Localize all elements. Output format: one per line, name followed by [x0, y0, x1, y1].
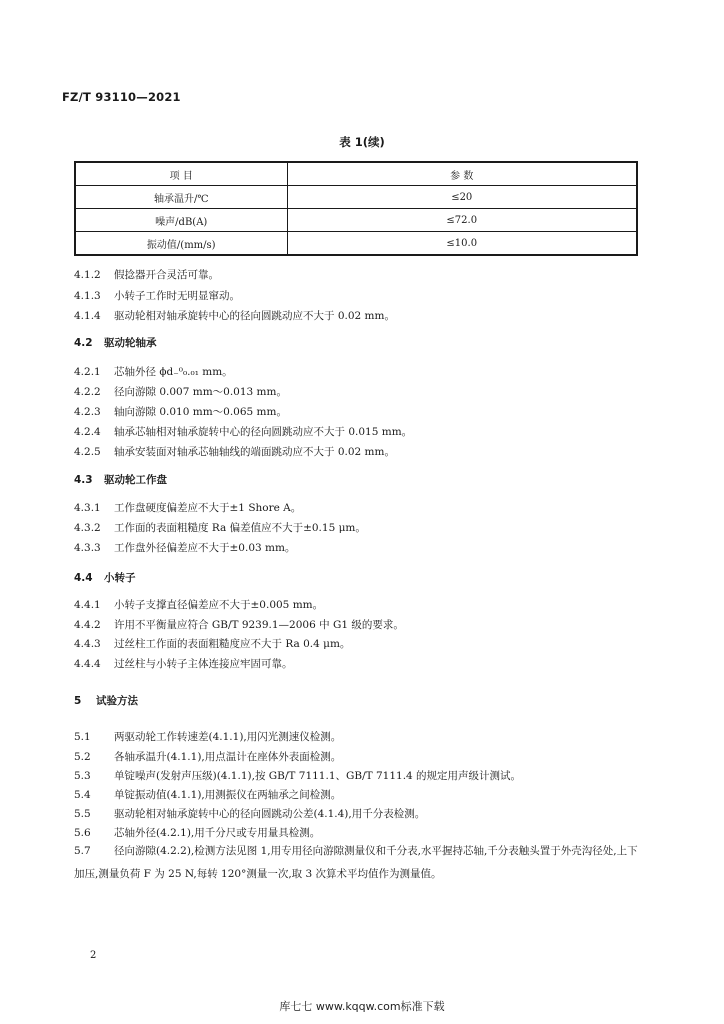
- clause-text: 过丝柱工作面的表面粗糙度应不大于 Ra 0.4 μm。: [114, 638, 351, 650]
- clause-4-3-2: [74, 520, 366, 535]
- clause-4-1-3: [74, 288, 240, 303]
- clause-text: 径向游隙(4.2.2),检测方法见图 1,用专用径向游隙测量仪和千分表,水平握持芯轴,千分表触头置于外壳沟径处,上下加压,测量负荷 F 为 25 N,每转 120°测量一次,取 3 次算术平均值作为测量值。: [74, 845, 638, 880]
- parameter-table: [74, 161, 638, 256]
- clause-number: 4.2.1: [74, 366, 101, 378]
- heading-number: 5: [74, 695, 82, 707]
- clause-4-2-1: [74, 364, 233, 379]
- clause-5-5: [74, 806, 425, 821]
- clause-number: 4.4.3: [74, 638, 101, 650]
- clause-5-1: [74, 729, 341, 744]
- table-row: [75, 186, 637, 209]
- table-cell: 轴承温升/℃: [75, 186, 287, 209]
- section-heading-4-4: [74, 570, 136, 585]
- table-row: [75, 209, 637, 232]
- clause-number: 4.4.1: [74, 599, 101, 611]
- clause-number: 5.6: [74, 827, 91, 839]
- column-header-item: 项 目: [75, 162, 287, 186]
- clause-text: 轴向游隙 0.010 mm～0.065 mm。: [114, 406, 287, 418]
- footer-watermark: 库七七 www.kqqw.com标准下载: [279, 1000, 445, 1013]
- clause-4-1-2: [74, 267, 219, 282]
- clause-4-1-4: [74, 308, 395, 323]
- clause-4-2-5: [74, 444, 395, 459]
- clause-number: 5.4: [74, 789, 91, 801]
- clause-5-4: [74, 787, 341, 802]
- clause-4-2-2: [74, 384, 287, 399]
- section-heading-4-3: [74, 472, 167, 487]
- heading-number: 4.3: [74, 474, 93, 486]
- page-number: 2: [90, 950, 97, 961]
- clause-number: 4.4.2: [74, 619, 101, 631]
- clause-text: 小转子工作时无明显窜动。: [114, 290, 240, 302]
- clause-4-3-1: [74, 500, 301, 515]
- table-caption: 表 1(续): [339, 135, 385, 149]
- clause-number: 4.2.3: [74, 406, 101, 418]
- clause-number: 5.7: [74, 845, 91, 857]
- heading-title: 小转子: [104, 572, 136, 584]
- standard-code: FZ/T 93110—2021: [62, 90, 181, 104]
- clause-4-4-1: [74, 597, 323, 612]
- clause-number: 5.3: [74, 770, 91, 782]
- clause-text: 轴承芯轴相对轴承旋转中心的径向圆跳动应不大于 0.015 mm。: [114, 426, 413, 438]
- clause-number: 5.5: [74, 808, 91, 820]
- clause-number: 5.1: [74, 731, 91, 743]
- table-cell: 振动值/(mm/s): [75, 232, 287, 256]
- table-header-row: [75, 162, 637, 186]
- clause-4-4-3: [74, 636, 350, 651]
- clause-number: 4.2.5: [74, 446, 101, 458]
- clause-5-6: [74, 825, 320, 840]
- table-cell: ≤20: [287, 186, 637, 209]
- clause-number: 4.2.2: [74, 386, 101, 398]
- clause-text: 径向游隙 0.007 mm～0.013 mm。: [114, 386, 287, 398]
- table-cell: 噪声/dB(A): [75, 209, 287, 232]
- table-row: [75, 232, 637, 256]
- clause-number: 5.2: [74, 751, 91, 763]
- clause-text: 工作盘硬度偏差应不大于±1 Shore A。: [114, 502, 302, 514]
- clause-number: 4.3.3: [74, 542, 101, 554]
- clause-4-3-3: [74, 540, 295, 555]
- section-heading-4-2: [74, 335, 157, 350]
- clause-text: 工作盘外径偏差应不大于±0.03 mm。: [114, 542, 296, 554]
- column-header-parameter: 参 数: [287, 162, 637, 186]
- clause-text: 两驱动轮工作转速差(4.1.1),用闪光测速仪检测。: [114, 731, 342, 743]
- clause-text: 假捻器开合灵活可靠。: [114, 269, 219, 281]
- clause-text: 工作面的表面粗糙度 Ra 偏差值应不大于±0.15 μm。: [114, 522, 366, 534]
- clause-text: 驱动轮相对轴承旋转中心的径向圆跳动公差(4.1.4),用千分表检测。: [114, 808, 426, 820]
- clause-text: 芯轴外径(4.2.1),用千分尺或专用量具检测。: [114, 827, 321, 839]
- clause-text: 过丝柱与小转子主体连接应牢固可靠。: [114, 658, 293, 670]
- table-cell: ≤72.0: [287, 209, 637, 232]
- heading-title: 试验方法: [96, 695, 138, 707]
- clause-number: 4.1.2: [74, 269, 101, 281]
- section-heading-5: [74, 693, 138, 708]
- clause-5-7: [74, 840, 648, 886]
- clause-text: 许用不平衡量应符合 GB/T 9239.1—2006 中 G1 级的要求。: [114, 619, 404, 631]
- clause-number: 4.4.4: [74, 658, 101, 670]
- clause-number: 4.3.1: [74, 502, 101, 514]
- clause-number: 4.3.2: [74, 522, 101, 534]
- clause-5-3: [74, 768, 521, 783]
- clause-4-4-4: [74, 656, 293, 671]
- clause-4-4-2: [74, 617, 404, 632]
- clause-text: 小转子支撑直径偏差应不大于±0.005 mm。: [114, 599, 324, 611]
- clause-number: 4.1.3: [74, 290, 101, 302]
- table-cell: ≤10.0: [287, 232, 637, 256]
- clause-number: 4.2.4: [74, 426, 101, 438]
- clause-text: 各轴承温升(4.1.1),用点温计在座体外表面检测。: [114, 751, 342, 763]
- clause-4-2-3: [74, 404, 287, 419]
- clause-text: 芯轴外径 ϕd₋⁰₀.₀₁ mm。: [114, 366, 233, 378]
- clause-4-2-4: [74, 424, 412, 439]
- clause-5-2: [74, 749, 341, 764]
- clause-text: 驱动轮相对轴承旋转中心的径向圆跳动应不大于 0.02 mm。: [114, 310, 395, 322]
- clause-text: 轴承安装面对轴承芯轴轴线的端面跳动应不大于 0.02 mm。: [114, 446, 395, 458]
- heading-title: 驱动轮工作盘: [104, 474, 167, 486]
- heading-title: 驱动轮轴承: [104, 337, 157, 349]
- heading-number: 4.2: [74, 337, 93, 349]
- clause-text: 单锭振动值(4.1.1),用测振仪在两轴承之间检测。: [114, 789, 342, 801]
- clause-text: 单锭噪声(发射声压级)(4.1.1),按 GB/T 7111.1、GB/T 7111.4 的规定用声级计测试。: [114, 770, 522, 782]
- clause-number: 4.1.4: [74, 310, 101, 322]
- heading-number: 4.4: [74, 572, 93, 584]
